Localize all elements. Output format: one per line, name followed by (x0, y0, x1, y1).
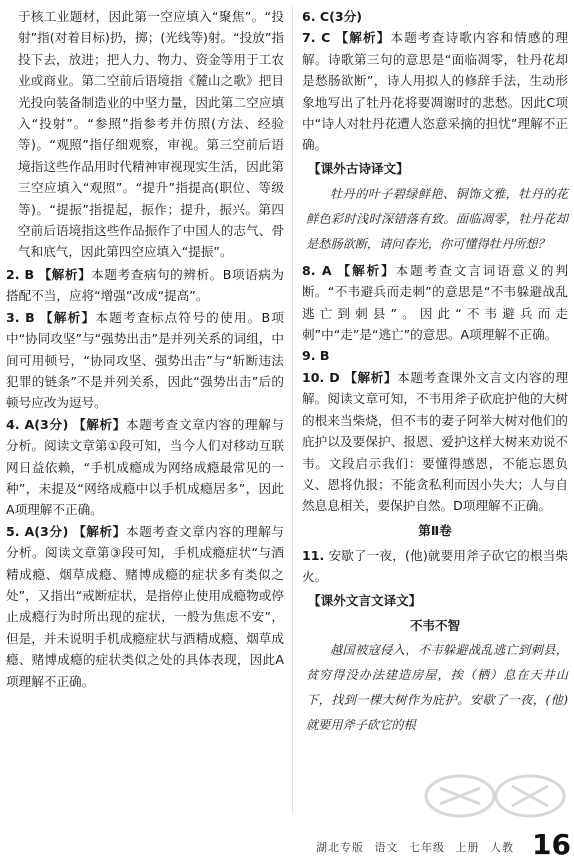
analysis-tag: 【解析】 (40, 309, 96, 325)
analysis-text: 本题考查标点符号的使用。B项中“协同攻坚”与“强势出击”是并列关系的词组，中间可用顿号，“协同攻坚、强势出击”与“斩断违法犯罪的链条”不是并列关系，因此“强势出击”后的顿号应改为逗号。 (6, 309, 285, 411)
answer-2 (6, 264, 284, 307)
question-number: 7. C (302, 30, 331, 46)
question-number: 11. (302, 547, 325, 563)
answer-8 (302, 260, 568, 346)
analysis-text: 本题考查诗歌内容和情感的理解。诗歌第三句的意思是“面临凋零，牡丹花却是愁肠欲断”，诗人用拟人的修辞手法，生动形象地写出了牡丹花将要凋谢时的悲愁。因此C项中“诗人对牡丹花遭人恣意采摘的担忧”理解不正确。 (302, 30, 568, 153)
question-number: 6. C(3分) (302, 9, 363, 24)
analysis-tag: 【解析】 (38, 266, 92, 282)
analysis-tag: 【解析】 (344, 369, 398, 385)
right-column (302, 6, 568, 738)
column-divider (292, 6, 293, 814)
answer-6 (302, 6, 568, 27)
analysis-text: 本题考查文章内容的理解与分析。阅读文章第①段可知，当今人们对移动互联网日益依赖，“手机成瘾成为网络成瘾最常见的一种”，未提及“网络成瘾中以手机成瘾居多”，因此A项理解不正确。 (6, 416, 285, 518)
analysis-tag: 【解析】 (335, 30, 391, 46)
question-number: 5. A(3分) (6, 523, 69, 539)
question-number: 10. D (302, 369, 340, 385)
analysis-tag: 【解析】 (73, 416, 126, 432)
watermark-stamp (420, 770, 570, 822)
prose-title: 不韦不智 (409, 617, 461, 633)
answer-4 (6, 414, 284, 521)
page-footer (0, 830, 574, 860)
analysis-text: 本题考查文章内容的理解与分析。阅读文章第③段可知，手机成瘾症状“与酒精成瘾、烟草成瘾、赌博成瘾的症状多有类似之处”，又指出“戒断症状，是指停止使用成瘾物或停止成瘾行为时所出现的症状，一般为焦虑不安”，但是，并未说明手机成瘾症状与酒精成瘾、烟草成瘾、赌博成瘾的症状类似之处的具体表现，因此A项理解不正确。 (6, 523, 285, 689)
q1-analysis-continued: 于核工业题材，因此第一空应填入“聚焦”。“投射”指(对着目标)扔，掷；(光线等)射。“投放”指投下去，放进；把人力、物力、资金等用于工农业或商业。第二空前后语境指《麓山之歌》把目光投向装备制造业的中坚力量，因此第二空应填入“投射”。“参照”指参考并仿照(方法、经验等)。“观照”指仔细观察，审视。第三空前后语境指这些作品用时代精神审视现实生活，因此第三空应填入“观照”。“提升”指提高(职位、等级等)。“提振”指提起，振作；提升，振兴。第四空前后语境指这些作品振作了中国人的志气、骨气和底气，因此第四空应填入“提振”。 (18, 9, 284, 260)
answer-9 (302, 345, 568, 366)
answer-10 (302, 367, 568, 517)
analysis-text: 本题考查课外文言文内容的理解。阅读文章可知，不韦用斧子砍庇护他的大树的根来当柴烧，但不韦的妻子阿举大树对他们的庇护以及要保护、报恩、爱护这样大树来劝说不韦。文段启示我们：要懂得感恩，不能忘恩负义、恩将仇报；不能贪私利而因小失大；人与自然息息相关，要保护自然。D项理解不正确。 (302, 369, 569, 514)
answer-3 (6, 307, 284, 414)
question-number: 4. A(3分) (6, 416, 69, 432)
prose-translation-text: 越国被寇侵入，不韦躲避战乱逃亡到刺县，贫穷得没办法建造房屋，挨（栖）息在天井山下，找到一棵大树作为庇护。安歇了一夜，(他)就要用斧子砍它的根 (306, 642, 568, 732)
analysis-tag: 【解析】 (73, 523, 126, 539)
question-number: 9. B (302, 348, 330, 364)
answer-text: 安歇了一夜，(他)就要用斧子砍它的根当柴火。 (302, 547, 568, 585)
prose-translation-heading: 【课外文言文译文】 (308, 592, 422, 608)
answer-11 (302, 545, 568, 588)
analysis-text: 本题考查病句的辨析。B项语病为搭配不当，应将“增强”改成“提高”。 (6, 266, 285, 304)
page-number: 16 (532, 828, 571, 861)
analysis-tag: 【解析】 (337, 262, 396, 278)
answer-7 (302, 27, 568, 155)
question-number: 8. A (302, 262, 332, 278)
answer-5 (6, 521, 284, 692)
question-number: 2. B (6, 266, 35, 282)
footer-edition-info: 湖北专版 语文 七年级 上册 人教 (316, 841, 514, 854)
left-column (6, 6, 284, 692)
poem-translation-heading: 【课外古诗译文】 (308, 160, 409, 176)
part-two-heading: 第Ⅱ卷 (418, 522, 452, 538)
poem-translation-text: 牡丹的叶子碧绿鲜艳、铜饰文雅，牡丹的花鲜色彩时浅时深错落有致。面临凋零，牡丹花却是愁肠欲断，请问春光，你可懂得牡丹所想？ (306, 186, 568, 251)
analysis-text: 本题考查文言词语意义的判断。“不韦避兵而走刺”的意思是“不韦躲避战乱逃亡到刺县”。因此“不韦避兵而走刺”中“走”是“逃亡”的意思。A项理解不正确。 (302, 262, 568, 343)
question-number: 3. B (6, 309, 35, 325)
